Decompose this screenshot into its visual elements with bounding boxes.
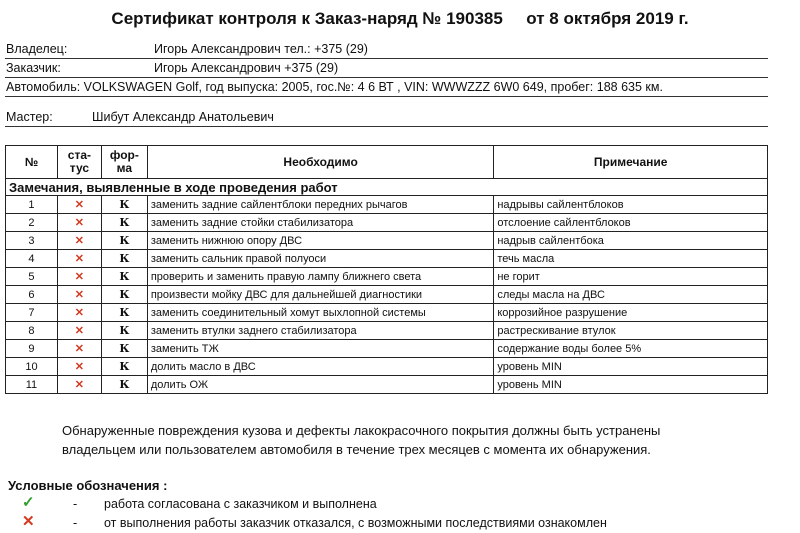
row-number: 9: [6, 340, 58, 358]
legend-heading: Условные обозначения :: [8, 478, 168, 493]
task-cell: долить масло в ДВС: [147, 358, 494, 376]
form-mark: К: [101, 196, 147, 214]
task-cell: заменить задние стойки стабилизатора: [147, 214, 494, 232]
task-cell: заменить ТЖ: [147, 340, 494, 358]
control-table: [5, 145, 768, 394]
task-cell: произвести мойку ДВС для дальнейшей диагностики: [147, 286, 494, 304]
car-info: Автомобиль: VOLKSWAGEN Golf, год выпуска: 2005, гос.№: 4 6 ВТ , VIN: WWWZZZ 6W0 649, пробег: 188 635 км.: [6, 80, 663, 94]
master-value: Шибут Александр Анатольевич: [92, 110, 274, 124]
table-row: [6, 232, 768, 250]
title-text: Сертификат контроля к Заказ-наряд № 190385: [111, 9, 503, 28]
note-cell: растрескивание втулок: [494, 322, 768, 340]
row-number: 5: [6, 268, 58, 286]
row-number: 10: [6, 358, 58, 376]
header-no: №: [6, 146, 58, 179]
row-number: 7: [6, 304, 58, 322]
master-underline: [5, 126, 768, 127]
note-cell: коррозийное разрушение: [494, 304, 768, 322]
row-number: 1: [6, 196, 58, 214]
header-note: Примечание: [494, 146, 768, 179]
task-cell: долить ОЖ: [147, 376, 494, 394]
row-number: 6: [6, 286, 58, 304]
status-cross-icon: ✕: [57, 268, 101, 286]
status-cross-icon: ✕: [57, 376, 101, 394]
legend-text-2: от выполнения работы заказчик отказался, с возможными последствиями ознакомлен: [104, 516, 607, 530]
status-cross-icon: ✕: [57, 250, 101, 268]
row-number: 4: [6, 250, 58, 268]
car-underline: [5, 96, 768, 97]
note-cell: не горит: [494, 268, 768, 286]
form-mark: К: [101, 322, 147, 340]
form-mark: К: [101, 358, 147, 376]
note-cell: отслоение сайлентблоков: [494, 214, 768, 232]
status-cross-icon: ✕: [57, 322, 101, 340]
notice-line-2: владельцем или пользователем автомобиля в течение трех месяцев с момента их обнаружения.: [62, 442, 651, 457]
task-cell: проверить и заменить правую лампу ближнего света: [147, 268, 494, 286]
title-date: от 8 октября 2019 г.: [526, 9, 689, 28]
section-title: Замечания, выявленные в ходе проведения работ: [6, 179, 768, 196]
task-cell: заменить нижнюю опору ДВС: [147, 232, 494, 250]
table-row: [6, 196, 768, 214]
header-form: фор- ма: [101, 146, 147, 179]
status-cross-icon: ✕: [57, 358, 101, 376]
master-label: Мастер:: [6, 110, 53, 124]
table-row: [6, 358, 768, 376]
owner-underline: [5, 58, 768, 59]
table-row: [6, 286, 768, 304]
customer-label: Заказчик:: [6, 61, 61, 75]
table-row: [6, 340, 768, 358]
table-row: [6, 250, 768, 268]
check-icon: ✓: [22, 494, 35, 511]
form-mark: К: [101, 286, 147, 304]
note-cell: уровень MIN: [494, 376, 768, 394]
status-cross-icon: ✕: [57, 214, 101, 232]
cross-icon: ✕: [22, 513, 35, 530]
form-mark: К: [101, 376, 147, 394]
row-number: 8: [6, 322, 58, 340]
row-number: 3: [6, 232, 58, 250]
customer-underline: [5, 77, 768, 78]
status-cross-icon: ✕: [57, 232, 101, 250]
status-cross-icon: ✕: [57, 286, 101, 304]
table-row: [6, 304, 768, 322]
owner-value: Игорь Александрович тел.: +375 (29): [154, 42, 368, 56]
task-cell: заменить задние сайлентблоки передних рычагов: [147, 196, 494, 214]
status-cross-icon: ✕: [57, 196, 101, 214]
legend-dash-1: -: [73, 497, 78, 511]
form-mark: К: [101, 250, 147, 268]
form-mark: К: [101, 340, 147, 358]
task-cell: заменить соединительный хомут выхлопной системы: [147, 304, 494, 322]
form-mark: К: [101, 304, 147, 322]
table-header-row: [6, 146, 768, 179]
table-row: [6, 214, 768, 232]
document-title: [0, 9, 800, 29]
task-cell: заменить сальник правой полуоси: [147, 250, 494, 268]
note-cell: содержание воды более 5%: [494, 340, 768, 358]
note-cell: уровень MIN: [494, 358, 768, 376]
status-cross-icon: ✕: [57, 304, 101, 322]
task-cell: заменить втулки заднего стабилизатора: [147, 322, 494, 340]
notice-text: [62, 421, 752, 459]
legend-dash-2: -: [73, 516, 78, 530]
note-cell: следы масла на ДВС: [494, 286, 768, 304]
header-needed: Необходимо: [147, 146, 494, 179]
row-number: 2: [6, 214, 58, 232]
note-cell: надрывы сайлентблоков: [494, 196, 768, 214]
table-row: [6, 322, 768, 340]
note-cell: надрыв сайлентбока: [494, 232, 768, 250]
owner-label: Владелец:: [6, 42, 68, 56]
customer-value: Игорь Александрович +375 (29): [154, 61, 339, 75]
header-status: ста- тус: [57, 146, 101, 179]
table-row: [6, 268, 768, 286]
row-number: 11: [6, 376, 58, 394]
status-cross-icon: ✕: [57, 340, 101, 358]
note-cell: течь масла: [494, 250, 768, 268]
form-mark: К: [101, 214, 147, 232]
table-row: [6, 376, 768, 394]
form-mark: К: [101, 268, 147, 286]
legend-text-1: работа согласована с заказчиком и выполнена: [104, 497, 377, 511]
form-mark: К: [101, 232, 147, 250]
notice-line-1: Обнаруженные повреждения кузова и дефекты лакокрасочного покрытия должны быть устранены: [62, 423, 661, 438]
